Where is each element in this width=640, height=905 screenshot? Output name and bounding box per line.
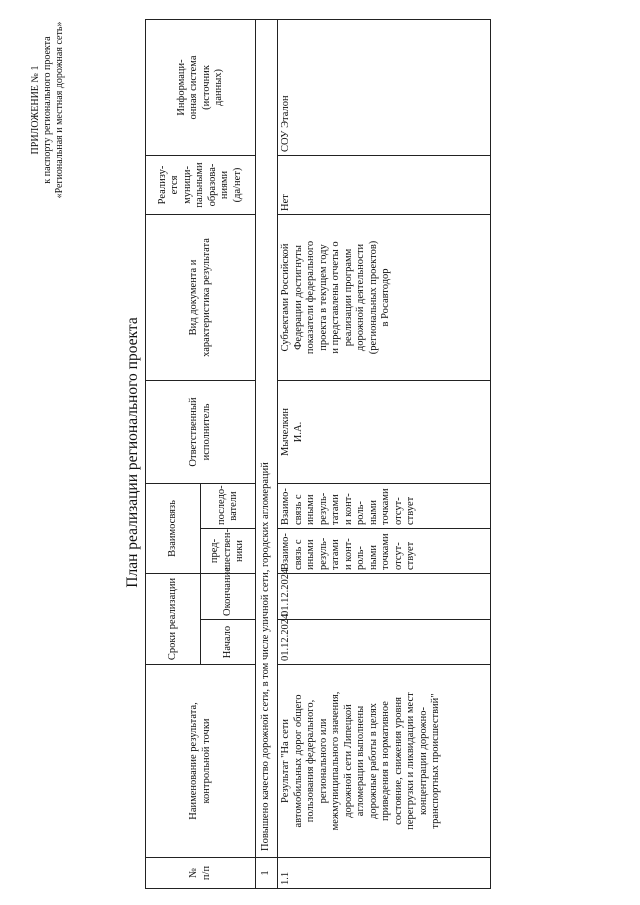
header-row — [146, 19, 201, 888]
section-num: 1 — [256, 858, 278, 889]
header-document: Вид документа и характеристика результата — [146, 214, 256, 380]
appendix-number: ПРИЛОЖЕНИЕ № 1 — [30, 65, 41, 155]
header-responsible: Ответственный исполнитель — [146, 380, 256, 483]
row-start-date: 01.12.2024 — [278, 620, 491, 665]
header-name: Наименование результата, контрольной точки — [146, 665, 256, 858]
header-infosystem: Информаци- онная система (источник данных) — [146, 19, 256, 155]
row-num: 1.1 — [278, 858, 491, 889]
appendix-header — [30, 15, 66, 205]
section-title: Повышено качество дорожной сети, в том числе уличной сети, городских агломераций — [256, 19, 278, 857]
section-row — [256, 19, 278, 888]
row-predecessors: Взаимо- связь с иными резуль- татами и конт- роль- ными точками отсут- ствует — [278, 528, 491, 573]
header-relation: Взаимосвязь — [146, 483, 201, 573]
header-end: Окончание — [201, 573, 256, 619]
header-municipal: Реализу- ется муници- пальными образова- ниями (да/нет) — [146, 155, 256, 214]
row-result-name: Результат "На сети автомобильных дорог общего пользования федерального, регионального или межмуниципального значения, дорожной сети Липецкой агломерации выполнены дорожные работы в целях приведения в нормативное состояние, снижения уровня перегрузки и ликвидации мест концентрации дорожно- транспортных происшествий" — [278, 665, 491, 858]
header-terms: Сроки реализации — [146, 573, 201, 664]
plan-table — [145, 19, 491, 889]
appendix-subtitle: к паспорту регионального проекта — [42, 36, 53, 184]
header-successors: последо- ватели — [201, 483, 256, 528]
row-successors: Взаимо- связь с иными резуль- татами и конт- роль- ными точками отсут- ствует — [278, 483, 491, 528]
page-title: План реализации регионального проекта — [124, 317, 141, 588]
row-responsible: Мычелкин И.А. — [278, 380, 491, 483]
table-row — [278, 19, 491, 888]
row-municipal: Нет — [278, 155, 491, 214]
header-num: № п/п — [146, 858, 256, 889]
header-predecessors: пред- шествен- ники — [201, 528, 256, 573]
row-document: Субъектами Российской Федерации достигнуты показатели федерального проекта в текущем году и представлены отчеты о реализации программ дорожной деятельности (региональных проектов) в Росавтодор — [278, 214, 491, 380]
row-end-date: 01.12.2024 — [278, 573, 491, 619]
row-infosystem: СОУ Эталон — [278, 19, 491, 155]
appendix-project-name: «Региональная и местная дорожная сеть» — [54, 21, 65, 199]
header-start: Начало — [201, 620, 256, 665]
